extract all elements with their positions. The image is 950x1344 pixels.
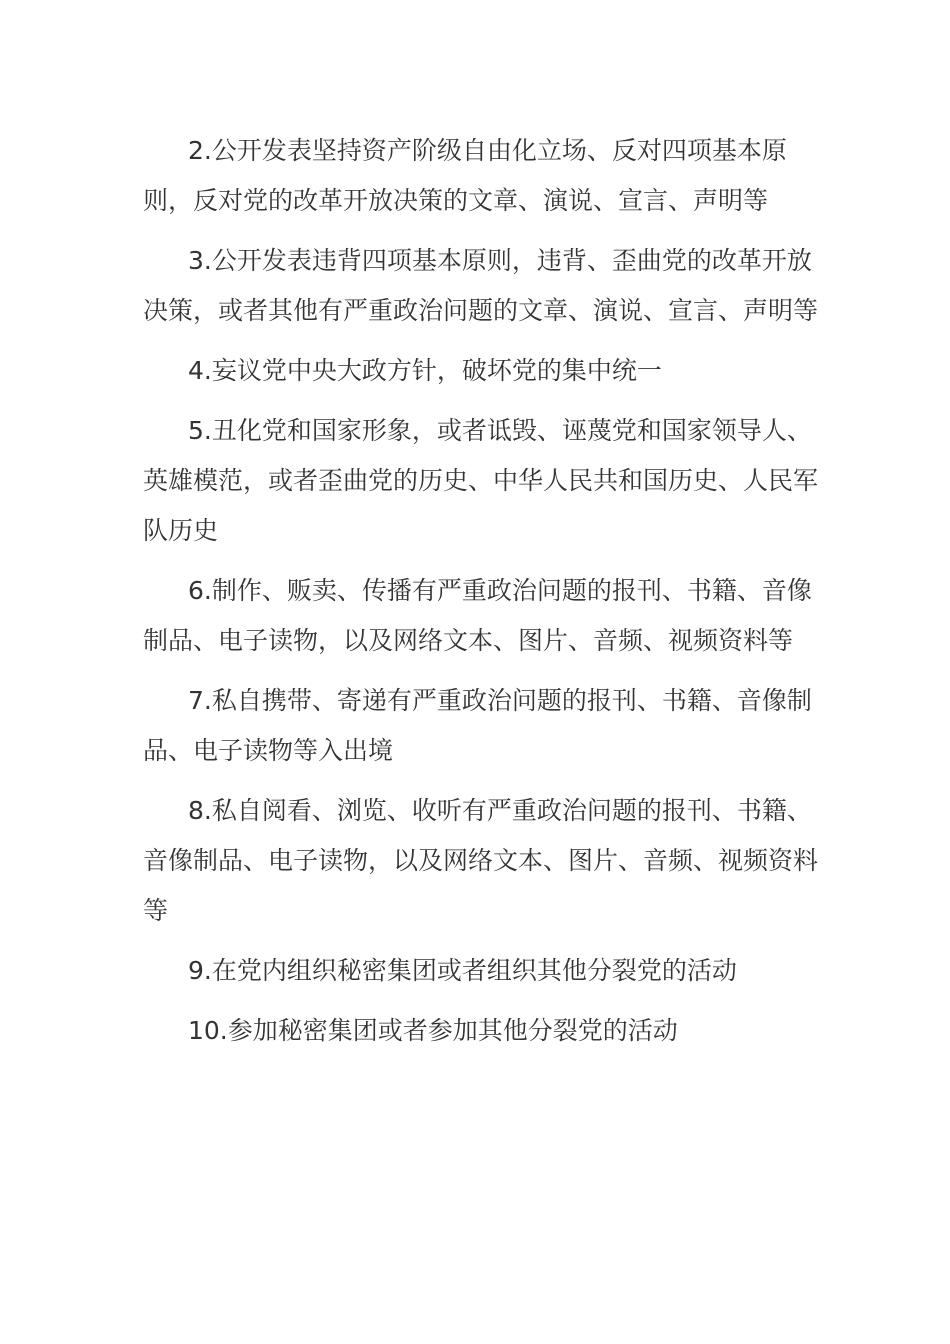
list-item: 9.在党内组织秘密集团或者组织其他分裂党的活动: [188, 956, 737, 985]
list-item: 6.制作、贩卖、传播有严重政治问题的报刊、书籍、音像制品、电子读物，以及网络文本、图片、音频、视频资料等: [143, 576, 812, 655]
list-item: 4.妄议党中央大政方针，破坏党的集中统一: [188, 356, 662, 385]
list-item: 7.私自携带、寄递有严重政治问题的报刊、书籍、音像制品、电子读物等入出境: [143, 686, 812, 765]
document-body: [143, 126, 823, 1066]
list-item: 10.参加秘密集团或者参加其他分裂党的活动: [188, 1016, 678, 1045]
list-item: 2.公开发表坚持资产阶级自由化立场、反对四项基本原则，反对党的改革开放决策的文章、演说、宣言、声明等: [143, 136, 787, 215]
list-item: 3.公开发表违背四项基本原则，违背、歪曲党的改革开放决策，或者其他有严重政治问题的文章、演说、宣言、声明等: [143, 246, 819, 325]
list-item: 5.丑化党和国家形象，或者诋毁、诬蔑党和国家领导人、英雄模范，或者歪曲党的历史、中华人民共和国历史、人民军队历史: [143, 416, 819, 545]
list-item: 8.私自阅看、浏览、收听有严重政治问题的报刊、书籍、音像制品、电子读物，以及网络文本、图片、音频、视频资料等: [143, 796, 819, 925]
